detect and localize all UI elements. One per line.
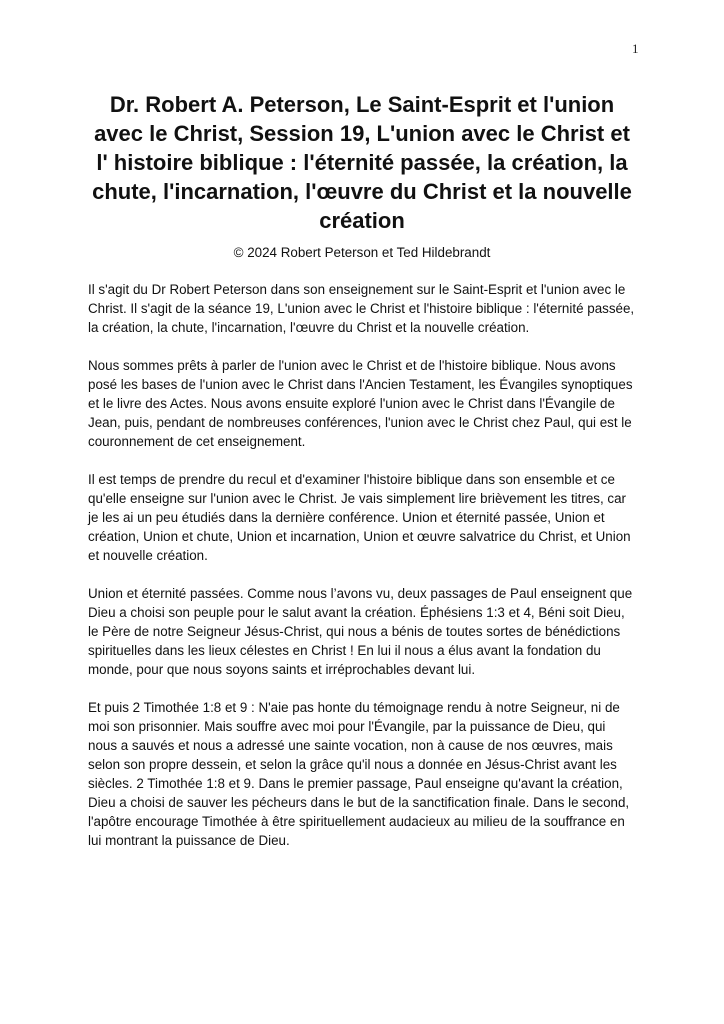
paragraph: Il est temps de prendre du recul et d'examiner l'histoire biblique dans son ensemble et ce qu'elle enseigne sur l'union avec le Christ. Je vais simplement lire brièvement les titres, car je les ai un peu étudiés dans la dernière conférence. Union et éternité passée, Union et création, Union et chute, Union et incarnation, Union et œuvre salvatrice du Christ, et Union et nouvelle création. [88,472,631,563]
page-number: 1 [632,41,639,56]
paragraph: Il s'agit du Dr Robert Peterson dans son enseignement sur le Saint-Esprit et l'union avec le Christ. Il s'agit de la séance 19, L'union avec le Christ et l'histoire biblique : l'éternité passée, la création, la chute, l'incarnation, l'œuvre du Christ et la nouvelle création. [88,282,635,335]
paragraph: Nous sommes prêts à parler de l'union avec le Christ et de l'histoire biblique. Nous avons posé les bases de l'union avec le Christ dans l'Ancien Testament, les Évangiles synoptiques et le livre des Actes. Nous avons ensuite exploré l'union avec le Christ dans l'Évangile de Jean, puis, pendant de nombreuses conférences, l'union avec le Christ chez Paul, qui est le couronnement de cet enseignement. [88,358,633,449]
paragraph: Union et éternité passées. Comme nous l’avons vu, deux passages de Paul enseignent que Dieu a choisi son peuple pour le salut avant la création. Éphésiens 1:3 et 4, Béni soit Dieu, le Père de notre Seigneur Jésus-Christ, qui nous a bénis de toutes sortes de bénédictions spirituelles dans les lieux célestes en Christ ! En lui il nous a élus avant la fondation du monde, pour que nous soyons saints et irréprochables devant lui. [88,586,633,677]
document-body [88,280,636,869]
paragraph: Et puis 2 Timothée 1:8 et 9 : N'aie pas honte du témoignage rendu à notre Seigneur, ni de moi son prisonnier. Mais souffre avec moi pour l'Évangile, par la puissance de Dieu, qui nous a sauvés et nous a adressé une sainte vocation, non à cause de nos œuvres, mais selon son propre dessein, et selon la grâce qu'il nous a donnée en Jésus-Christ avant les siècles. 2 Timothée 1:8 et 9. Dans le premier passage, Paul enseigne qu'avant la création, Dieu a choisi de sauver les pécheurs dans le but de la sanctification finale. Dans le second, l'apôtre encourage Timothée à être spirituellement audacieux au milieu de la souffrance en lui montrant la puissance de Dieu. [88,700,630,848]
copyright-line: © 2024 Robert Peterson et Ted Hildebrandt [233,245,491,260]
document-title: Dr. Robert A. Peterson, Le Saint-Esprit et l'union avec le Christ, Session 19, L'union avec le Christ et l' histoire biblique : l'éternité passée, la création, la chute, l'incarnation, l'œuvre du Christ et la nouvelle création [92,92,632,233]
